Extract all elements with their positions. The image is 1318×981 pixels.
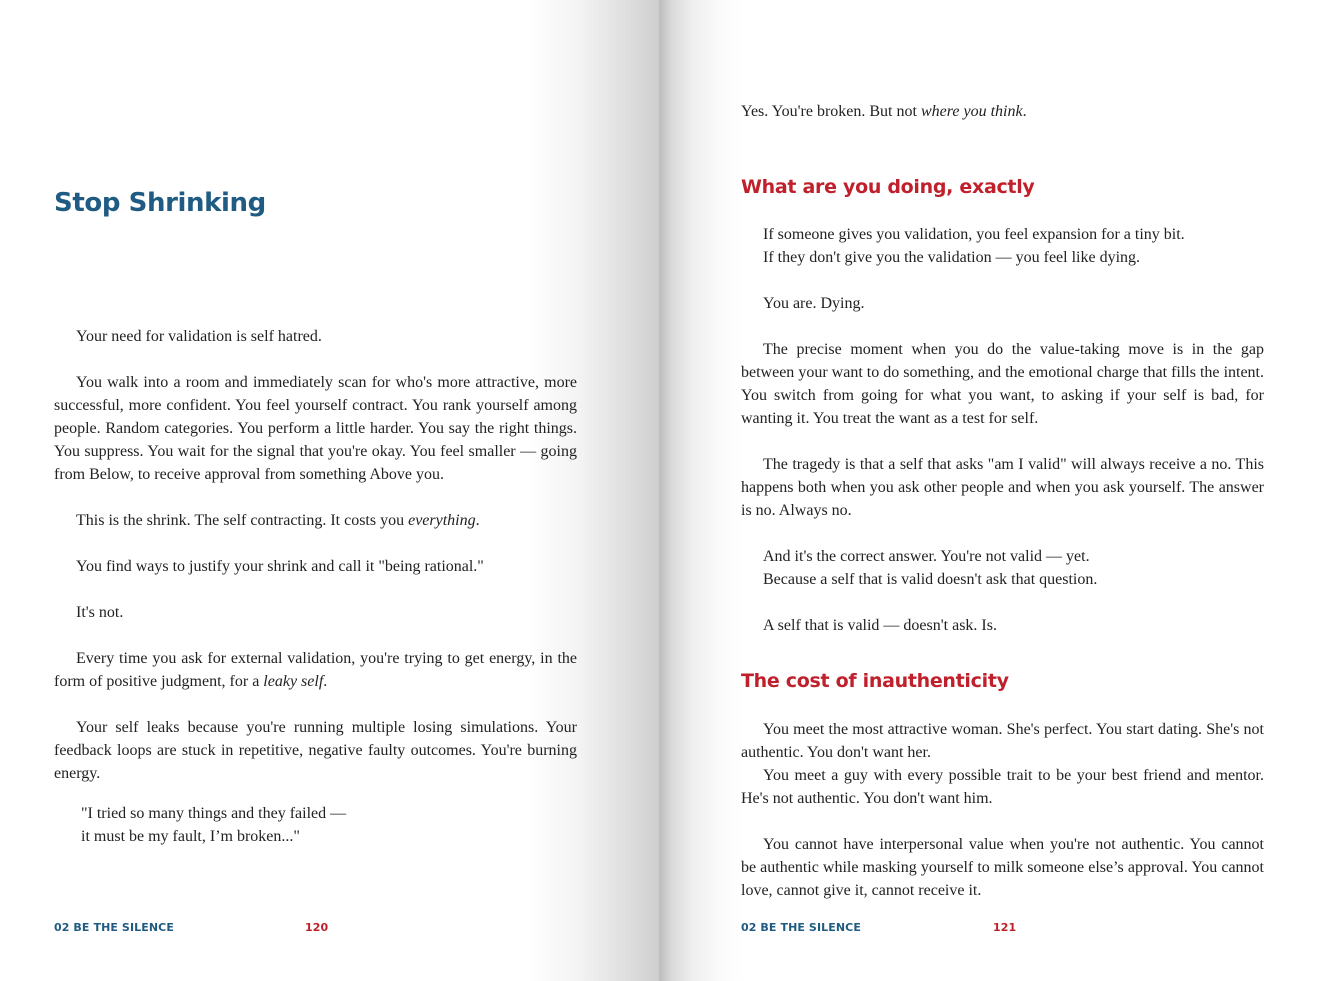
footer-chapter: 02 BE THE SILENCE (54, 921, 174, 934)
intro-line: Yes. You're broken. But not where you think. (741, 103, 1027, 120)
paragraph: You meet a guy with every possible trait to be your best friend and mentor. He's not authentic. You don't want him. (741, 767, 1264, 807)
paragraph: If someone gives you validation, you feel expansion for a tiny bit. (763, 226, 1185, 243)
paragraph: You find ways to justify your shrink and call it "being rational." (76, 558, 484, 575)
chapter-title: Stop Shrinking (54, 188, 266, 218)
quote-line: "I tried so many things and they failed — (81, 805, 347, 822)
paragraph: You cannot have interpersonal value when you're not authentic. You cannot be authentic while masking yourself to milk someone else’s approval. You cannot love, cannot give it, cannot receive it. (741, 836, 1264, 899)
paragraph: You meet the most attractive woman. She's perfect. You start dating. She's not authentic. You don't want her. (741, 721, 1264, 761)
paragraph: And it's the correct answer. You're not valid — yet. (763, 548, 1090, 565)
quote-line: it must be my fault, I’m broken..." (81, 828, 300, 845)
page-footer (54, 921, 354, 934)
left-body (54, 325, 577, 848)
paragraph: The precise moment when you do the value-taking move is in the gap between your want to do something, and the emotional charge that fills the intent. You switch from going for what you want, to asking if your self is bad, for wanting it. You treat the want as a test for self. (741, 341, 1264, 427)
section-heading: The cost of inauthenticity (741, 670, 1009, 692)
paragraph: If they don't give you the validation — you feel like dying. (763, 249, 1141, 266)
section-body (741, 718, 1264, 902)
paragraph: The tragedy is that a self that asks "am I valid" will always receive a no. This happens both when you ask other people and when you ask yourself. The answer is no. Always no. (741, 456, 1264, 519)
paragraph: It's not. (76, 604, 124, 621)
emphasis: everything (408, 512, 476, 529)
paragraph: Every time you ask for external validation, you're trying to get energy, in the form of positive judgment, for a leaky self. (54, 650, 577, 690)
paragraph: A self that is valid — doesn't ask. Is. (763, 617, 997, 634)
emphasis: leaky self (263, 673, 324, 690)
page-number: 121 (993, 921, 1017, 934)
section-heading: What are you doing, exactly (741, 176, 1035, 198)
footer-chapter: 02 BE THE SILENCE (741, 921, 861, 934)
paragraph: Your self leaks because you're running multiple losing simulations. Your feedback loops are stuck in repetitive, negative faulty outcomes. You're burning energy. (54, 719, 577, 782)
paragraph: Because a self that is valid doesn't ask that question. (763, 571, 1098, 588)
section-body (741, 223, 1264, 637)
paragraph: You walk into a room and immediately scan for who's more attractive, more successful, more confident. You feel yourself contract. You rank yourself among people. Random categories. You perform a little harder. You say the right things. You suppress. You wait for the signal that you're okay. You feel smaller — going from Below, to receive approval from something Above you. (54, 374, 577, 483)
emphasis: where you think (920, 103, 1023, 120)
page-number: 120 (305, 921, 329, 934)
paragraph: You are. Dying. (763, 295, 865, 312)
paragraph: Your need for validation is self hatred. (76, 328, 322, 345)
page-footer (741, 921, 1041, 934)
paragraph: This is the shrink. The self contracting. It costs you everything. (76, 512, 480, 529)
